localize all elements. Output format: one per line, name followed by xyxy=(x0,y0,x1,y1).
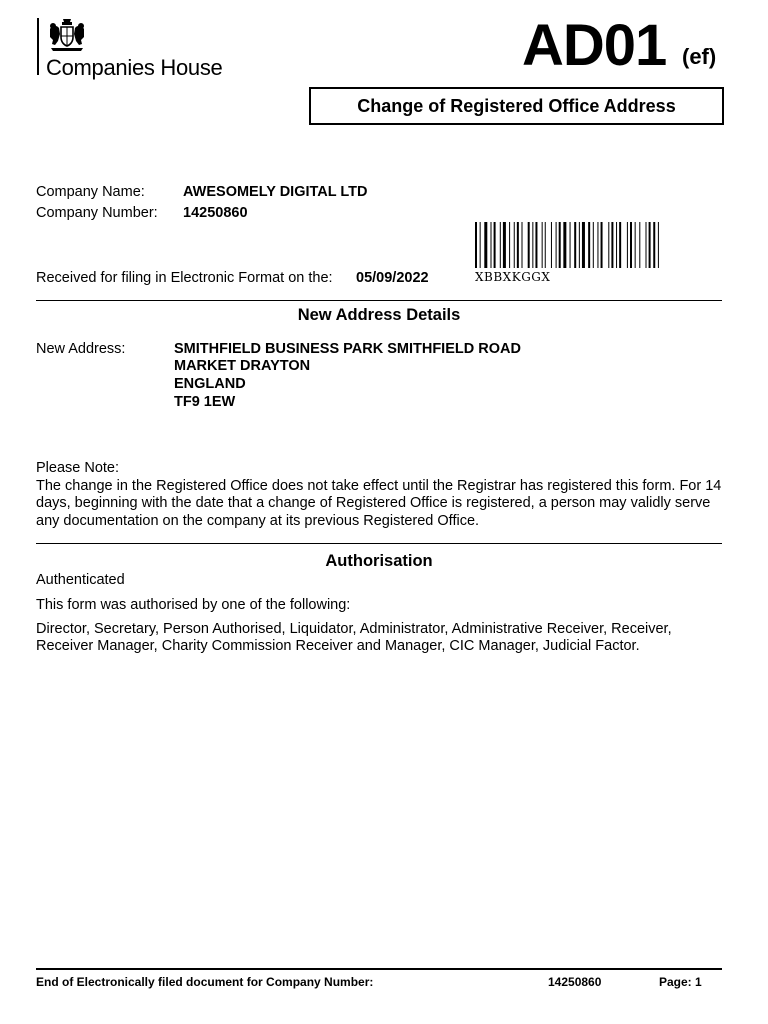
note-text: The change in the Registered Office does not take effect until the Registrar has registered this form. For 14 days, beginning with the date that a change of Registered Office is registered, a person may validly serve any documentation on the company at its previous Registered Office. xyxy=(36,478,722,529)
company-name-label: Company Name: xyxy=(36,184,145,200)
logo-divider xyxy=(37,18,39,75)
barcode-text: XBBXKGGX xyxy=(475,270,551,284)
royal-coat-of-arms-icon xyxy=(46,17,88,53)
authorisation-status: Authenticated xyxy=(36,572,125,588)
address-line: MARKET DRAYTON xyxy=(174,358,311,374)
new-address-label: New Address: xyxy=(36,341,126,357)
authorisation-section-title: Authorisation xyxy=(325,552,433,570)
form-title: Change of Registered Office Address xyxy=(309,87,724,125)
received-date: 05/09/2022 xyxy=(356,270,429,286)
footer-divider xyxy=(36,968,722,970)
company-number-label: Company Number: xyxy=(36,205,158,221)
received-label: Received for filing in Electronic Format on the: xyxy=(36,270,333,286)
authorisation-intro: This form was authorised by one of the following: xyxy=(36,597,351,613)
address-section-title: New Address Details xyxy=(297,306,461,324)
footer-company-number: 14250860 xyxy=(548,975,602,989)
address-line: SMITHFIELD BUSINESS PARK SMITHFIELD ROAD xyxy=(174,341,521,357)
address-line: TF9 1EW xyxy=(174,394,236,410)
organisation-name: Companies House xyxy=(46,55,223,80)
footer-text: End of Electronically filed document for Company Number: xyxy=(36,975,374,989)
note-heading: Please Note: xyxy=(36,460,120,476)
footer-page-number: Page: 1 xyxy=(659,975,702,989)
section-divider xyxy=(36,300,722,301)
form-suffix: (ef) xyxy=(682,44,717,69)
barcode xyxy=(475,222,715,268)
form-code: AD01 xyxy=(522,13,667,78)
address-line: ENGLAND xyxy=(174,376,246,392)
company-number-value: 14250860 xyxy=(183,205,248,221)
authorisation-roles: Director, Secretary, Person Authorised, Liquidator, Administrator, Administrative Receiver, Receiver, Receiver Manager, Charity Commission Receiver and Manager, CIC Manager, Judicial Factor. xyxy=(36,621,672,655)
company-name-value: AWESOMELY DIGITAL LTD xyxy=(183,184,368,200)
section-divider xyxy=(36,543,722,544)
